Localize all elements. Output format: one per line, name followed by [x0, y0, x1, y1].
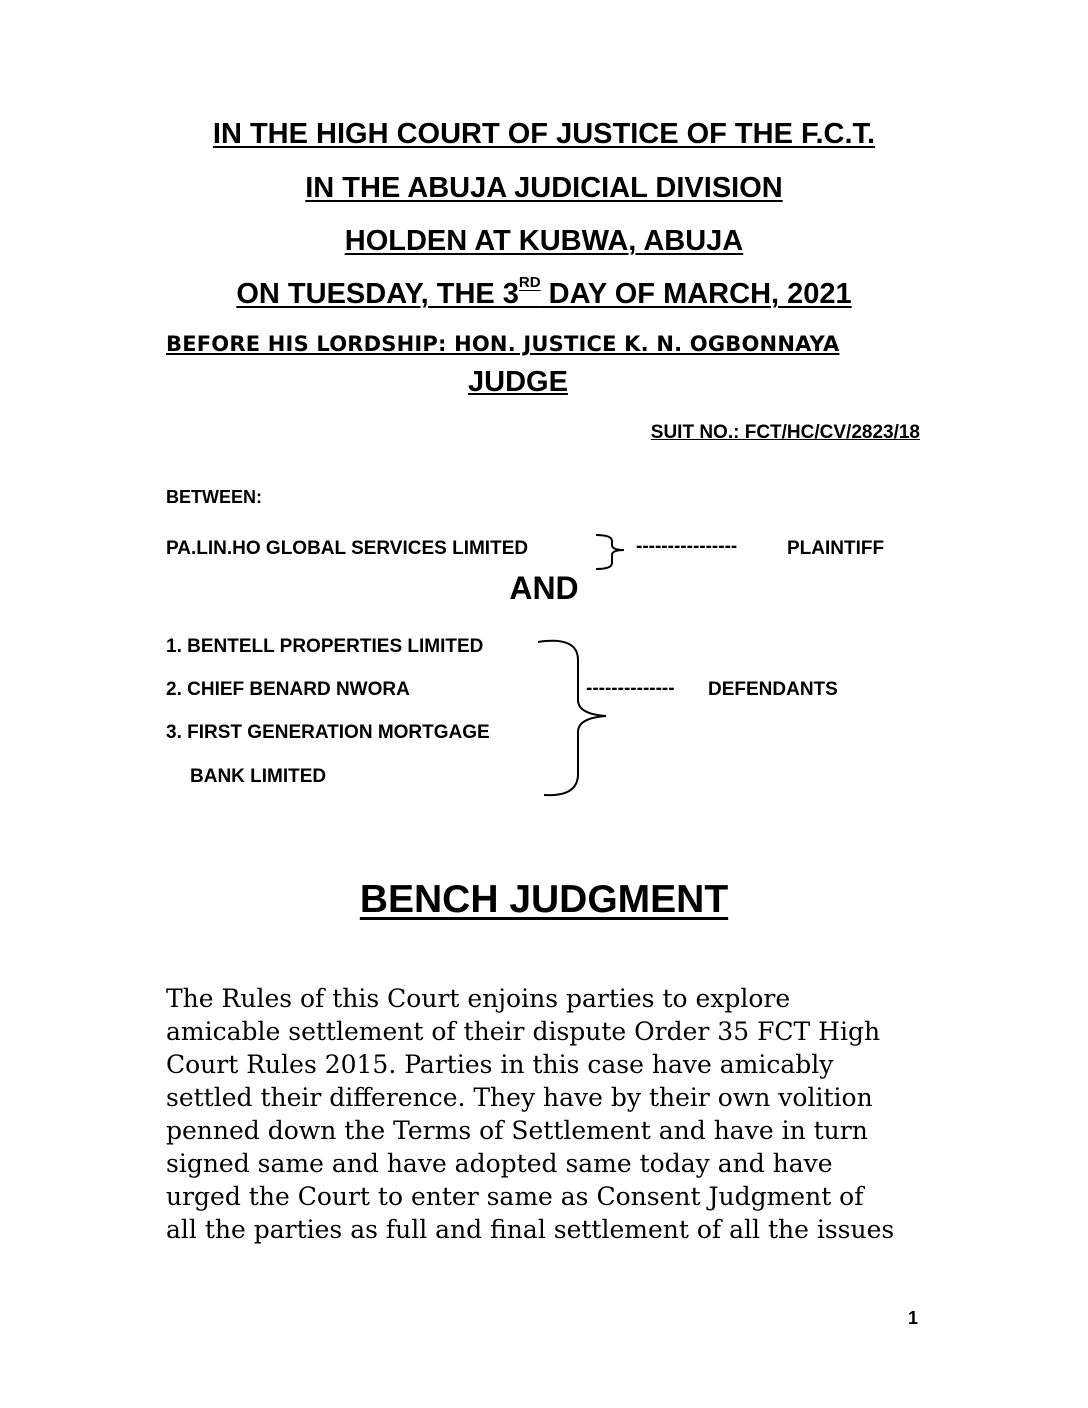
- paragraph-line: all the parties as full and final settlement of all the issues: [166, 1215, 895, 1244]
- paragraph-line: urged the Court to enter same as Consent Judgment of: [166, 1182, 864, 1211]
- defendant-3: 3. FIRST GENERATION MORTGAGE: [166, 722, 490, 743]
- defendant-2: 2. CHIEF BENARD NWORA: [166, 679, 410, 700]
- court-name-heading: IN THE HIGH COURT OF JUSTICE OF THE F.C.T.: [212, 118, 876, 150]
- paragraph-line: signed same and have adopted same today and have: [166, 1149, 833, 1178]
- division-heading: IN THE ABUJA JUDICIAL DIVISION: [305, 172, 783, 204]
- date-ordinal-suffix: RD: [518, 274, 541, 291]
- holden-heading: HOLDEN AT KUBWA, ABUJA: [344, 225, 744, 257]
- page-number: 1: [907, 1308, 918, 1328]
- defendants-dashes: --------------: [586, 678, 675, 699]
- plaintiff-dashes: ----------------: [636, 536, 738, 557]
- paragraph-line: penned down the Terms of Settlement and have in turn: [166, 1116, 868, 1145]
- paragraph-line: The Rules of this Court enjoins parties to explore: [166, 984, 791, 1013]
- between-label: BETWEEN:: [166, 487, 262, 507]
- paragraph-line: Court Rules 2015. Parties in this case have amicably: [166, 1050, 834, 1079]
- defendants-brace: [538, 641, 606, 795]
- before-lordship-line: BEFORE HIS LORDSHIP: HON. JUSTICE K. N. OGBONNAYA: [166, 332, 840, 356]
- judgment-title: BENCH JUDGMENT: [359, 878, 729, 921]
- defendant-1: 1. BENTELL PROPERTIES LIMITED: [166, 636, 484, 657]
- defendants-role: DEFENDANTS: [708, 679, 838, 700]
- plaintiff-name: PA.LIN.HO GLOBAL SERVICES LIMITED: [166, 538, 529, 559]
- judgment-paragraph: [166, 982, 926, 1246]
- plaintiff-role: PLAINTIFF: [787, 538, 885, 559]
- date-heading-pre: ON TUESDAY, THE 3: [236, 278, 519, 310]
- suit-number: SUIT NO.: FCT/HC/CV/2823/18: [650, 422, 920, 443]
- judge-title: JUDGE: [468, 366, 568, 398]
- paragraph-line: settled their difference. They have by their own volition: [166, 1083, 873, 1112]
- defendant-3-continued: BANK LIMITED: [190, 766, 327, 787]
- paragraph-line: amicable settlement of their dispute Order 35 FCT High: [166, 1017, 881, 1046]
- and-separator: AND: [509, 570, 579, 606]
- plaintiff-brace: [596, 535, 624, 569]
- date-heading-post: DAY OF MARCH, 2021: [540, 278, 852, 310]
